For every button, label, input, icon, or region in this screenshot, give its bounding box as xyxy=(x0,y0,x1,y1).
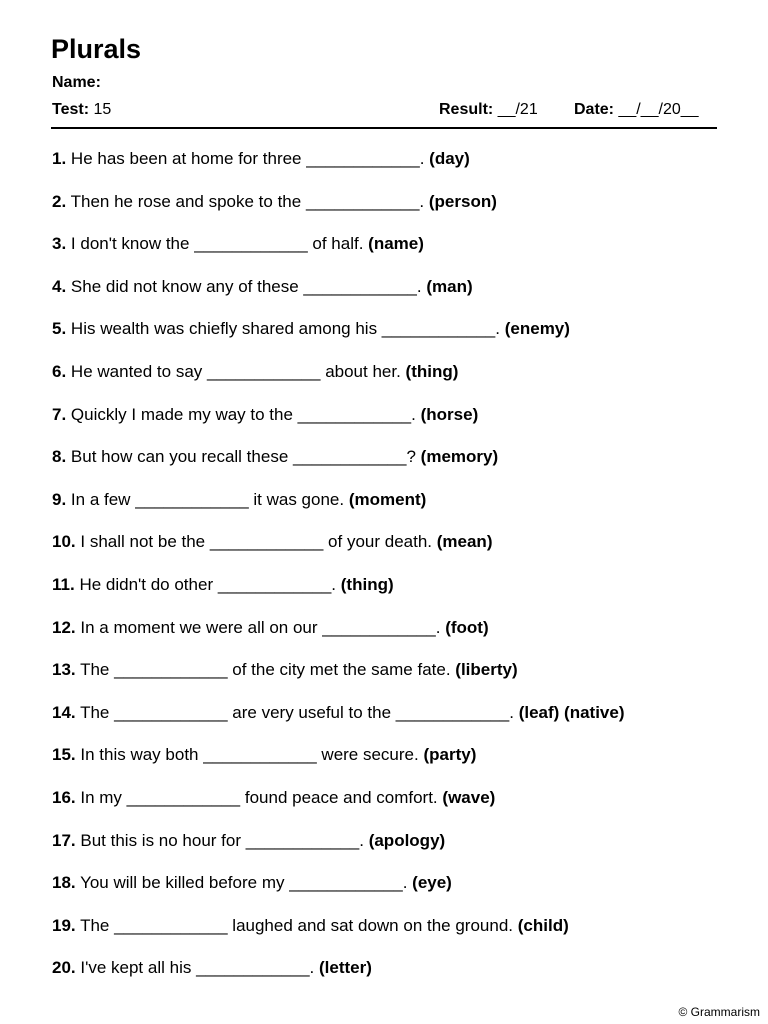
sentence-text: found peace and comfort. xyxy=(240,787,438,807)
answer-blank[interactable]: ____________ xyxy=(381,319,496,339)
sentence-text: ? xyxy=(406,447,416,467)
exercise-item xyxy=(52,488,625,531)
result-label: Result: xyxy=(439,101,494,118)
sentence-text: I don't know the xyxy=(70,234,195,254)
item-number: 17. xyxy=(52,830,76,850)
date-info xyxy=(574,101,699,119)
word-hint: (foot) xyxy=(445,617,489,637)
sentence-text: The xyxy=(80,915,115,935)
exercise-item xyxy=(52,829,625,872)
word-hint: (moment) xyxy=(348,489,427,509)
item-number: 19. xyxy=(52,915,76,935)
exercise-item xyxy=(52,956,625,999)
exercise-item xyxy=(52,360,625,403)
sentence-text: . xyxy=(435,617,441,637)
exercise-item xyxy=(52,616,625,659)
exercise-item xyxy=(52,658,625,701)
sentence-text: In a few xyxy=(70,489,136,509)
date-value: __/__/20__ xyxy=(618,101,699,118)
answer-blank[interactable]: ____________ xyxy=(297,404,412,424)
exercise-item xyxy=(52,232,625,275)
word-hint: (thing) xyxy=(405,361,459,381)
sentence-text: . xyxy=(419,149,425,168)
answer-blank[interactable]: ____________ xyxy=(209,532,324,552)
sentence-text: of half. xyxy=(307,234,364,254)
sentence-text: of your death. xyxy=(323,532,433,552)
exercise-item xyxy=(52,743,625,786)
answer-blank[interactable]: ____________ xyxy=(114,660,228,680)
sentence-text: . xyxy=(309,958,315,978)
header-divider xyxy=(51,127,717,129)
item-number: 10. xyxy=(52,532,76,552)
sentence-text: . xyxy=(402,873,408,893)
answer-blank[interactable]: ____________ xyxy=(245,830,360,850)
exercise-item xyxy=(52,573,625,616)
item-number: 15. xyxy=(52,745,76,765)
sentence-text: You will be killed before my xyxy=(80,873,290,893)
answer-blank[interactable]: ____________ xyxy=(305,191,420,211)
answer-blank[interactable]: ____________ xyxy=(194,234,308,254)
sentence-text: His wealth was chiefly shared among his xyxy=(70,319,382,339)
test-info-row xyxy=(52,101,716,123)
word-hint: (person) xyxy=(428,191,497,211)
item-number: 13. xyxy=(52,660,76,680)
answer-blank[interactable]: ____________ xyxy=(203,745,317,765)
sentence-text: The xyxy=(80,702,115,722)
word-hint: (child) xyxy=(517,915,569,935)
exercise-item xyxy=(52,147,625,190)
answer-blank[interactable]: ____________ xyxy=(114,915,228,935)
word-hint: (horse) xyxy=(420,404,479,424)
exercise-item xyxy=(52,786,625,829)
copyright-footer: © Grammarism xyxy=(678,1005,760,1019)
item-number: 7. xyxy=(52,404,67,424)
test-number: 15 xyxy=(93,101,112,118)
sentence-text: He wanted to say xyxy=(70,361,207,381)
sentence-text: He has been at home for three xyxy=(70,149,307,168)
word-hint: (liberty) xyxy=(455,660,518,680)
item-number: 14. xyxy=(52,702,76,722)
word-hint: (wave) xyxy=(442,787,496,807)
answer-blank[interactable]: ____________ xyxy=(135,489,249,509)
sentence-text: . xyxy=(411,404,416,424)
answer-blank[interactable]: ____________ xyxy=(126,787,241,807)
sentence-text: I've kept all his xyxy=(80,958,197,978)
item-number: 11. xyxy=(52,574,75,594)
sentence-text: In my xyxy=(80,787,127,807)
exercise-item xyxy=(52,190,625,233)
sentence-text: Then he rose and spoke to the xyxy=(70,191,306,211)
sentence-text: . xyxy=(359,830,364,850)
answer-blank[interactable]: ____________ xyxy=(306,149,420,168)
sentence-text: it was gone. xyxy=(248,489,345,509)
exercise-item xyxy=(52,914,625,957)
item-number: 12. xyxy=(52,617,76,637)
sentence-text: . xyxy=(495,319,500,339)
sentence-text: The xyxy=(80,660,115,680)
sentence-text: of the city met the same fate. xyxy=(227,660,451,680)
word-hint: (eye) xyxy=(412,873,452,893)
item-number: 2. xyxy=(52,191,67,211)
test-label: Test: xyxy=(52,101,90,118)
answer-blank[interactable]: ____________ xyxy=(289,873,403,893)
answer-blank[interactable]: ____________ xyxy=(303,276,417,296)
word-hint: (apology) xyxy=(368,830,446,850)
item-number: 20. xyxy=(52,958,76,978)
exercise-item xyxy=(52,530,625,573)
sentence-text: But how can you recall these xyxy=(70,447,293,467)
sentence-text: about her. xyxy=(320,361,401,381)
exercise-item xyxy=(52,445,625,488)
sentence-text: . xyxy=(416,276,422,296)
exercise-item xyxy=(52,701,625,744)
exercise-item xyxy=(52,275,625,318)
sentence-text: Quickly I made my way to the xyxy=(70,404,298,424)
page-title: Plurals xyxy=(51,34,142,64)
result-info xyxy=(439,101,538,119)
exercise-item xyxy=(52,871,625,914)
answer-blank[interactable]: ____________ xyxy=(322,617,436,637)
sentence-text: were secure. xyxy=(316,745,419,765)
sentence-text: But this is no hour for xyxy=(80,830,246,850)
sentence-text: In a moment we were all on our xyxy=(80,617,323,637)
word-hint: (mean) xyxy=(436,532,493,552)
item-number: 6. xyxy=(52,361,67,381)
item-number: 1. xyxy=(52,149,67,168)
sentence-text: She did not know any of these xyxy=(70,276,304,296)
sentence-text: are very useful to the xyxy=(227,702,396,722)
exercise-item xyxy=(52,403,625,446)
item-number: 5. xyxy=(52,319,67,339)
sentence-text: . xyxy=(331,574,337,594)
sentence-text: I shall not be the xyxy=(80,532,210,552)
answer-blank[interactable]: ____________ xyxy=(207,361,321,381)
item-number: 18. xyxy=(52,873,76,893)
sentence-text: In this way both xyxy=(80,745,204,765)
test-info xyxy=(52,101,111,119)
exercise-list xyxy=(52,147,625,999)
answer-blank[interactable]: ____________ xyxy=(196,958,310,978)
sentence-text: . xyxy=(509,702,514,722)
answer-blank[interactable]: ____________ xyxy=(395,702,510,722)
sentence-text: . xyxy=(419,191,425,211)
answer-blank[interactable]: ____________ xyxy=(114,702,228,722)
name-label: Name: xyxy=(52,74,101,91)
word-hint: (name) xyxy=(368,234,424,254)
item-number: 9. xyxy=(52,489,67,509)
result-value: __/21 xyxy=(497,101,538,118)
word-hint: (enemy) xyxy=(504,319,570,339)
date-label: Date: xyxy=(574,101,615,118)
word-hint: (thing) xyxy=(340,574,394,594)
item-number: 8. xyxy=(52,447,67,467)
word-hint: (party) xyxy=(423,745,477,765)
item-number: 16. xyxy=(52,787,76,807)
sentence-text: laughed and sat down on the ground. xyxy=(227,915,514,935)
word-hint: (letter) xyxy=(319,958,372,978)
sentence-text: He didn't do other xyxy=(79,574,218,594)
answer-blank[interactable]: ____________ xyxy=(293,447,407,467)
item-number: 3. xyxy=(52,234,67,254)
exercise-item xyxy=(52,317,625,360)
word-hint: (day) xyxy=(429,149,470,168)
word-hint: (leaf) (native) xyxy=(518,702,625,722)
word-hint: (man) xyxy=(426,276,473,296)
item-number: 4. xyxy=(52,276,67,296)
answer-blank[interactable]: ____________ xyxy=(217,574,332,594)
word-hint: (memory) xyxy=(420,447,499,467)
